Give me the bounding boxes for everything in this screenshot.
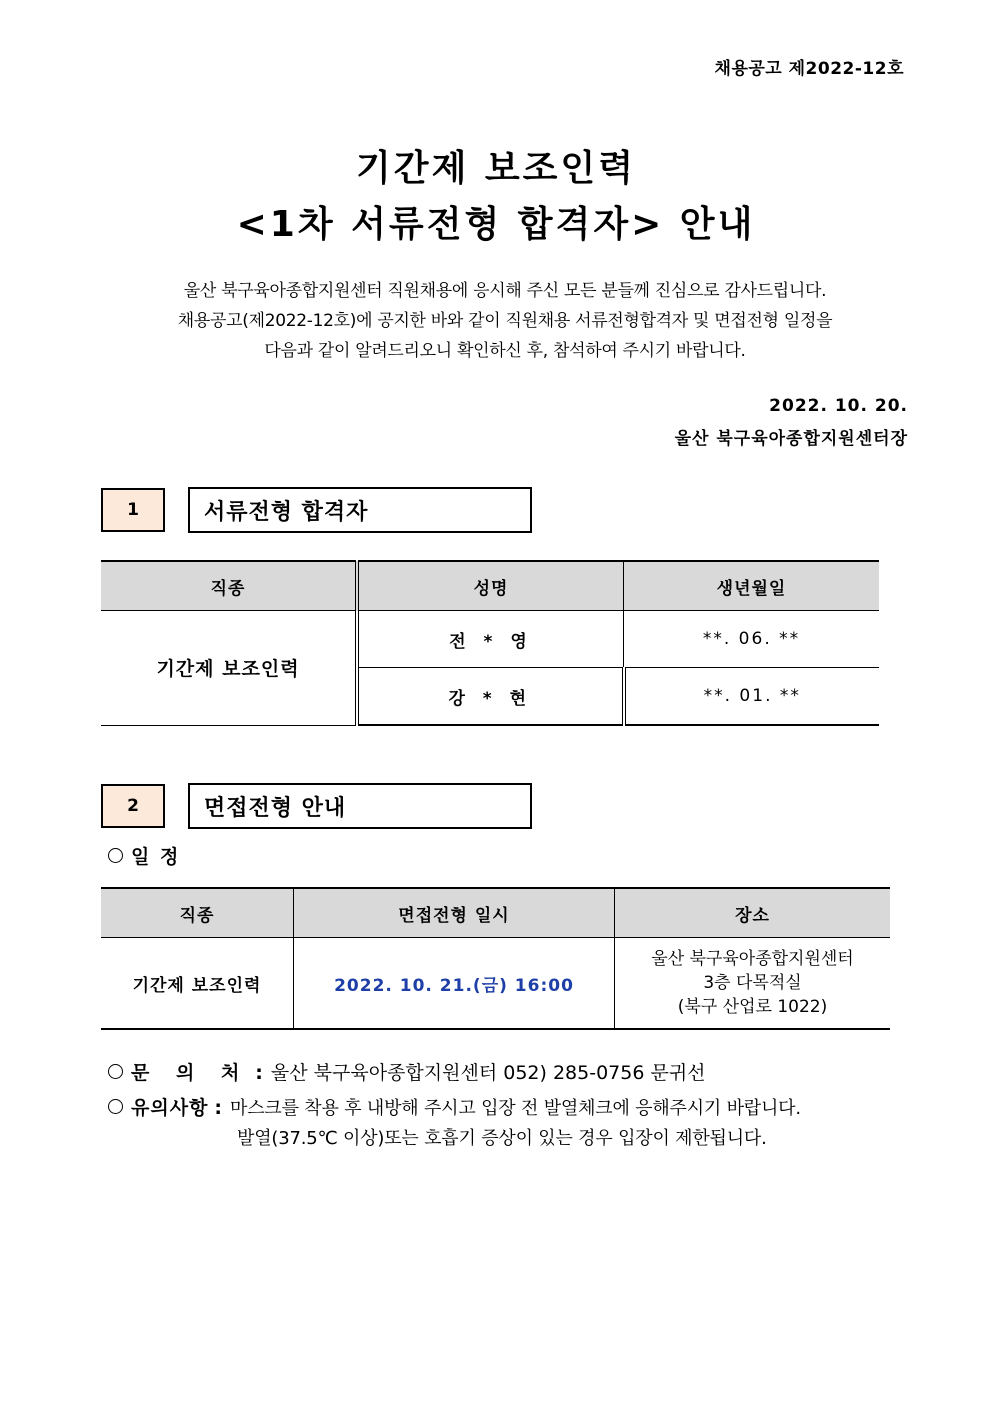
column-header: 장소 (615, 888, 891, 938)
schedule-label-text: 일 정 (131, 846, 181, 868)
birthdate-cell: **. 06. ** (624, 611, 880, 668)
place-line: (북구 산업로 1022) (677, 997, 828, 1017)
applicant-name-cell: 강 * 현 (357, 668, 624, 726)
notes-text: 마스크를 착용 후 내방해 주시고 입장 전 발열체크에 응해주시기 바랍니다. (230, 1098, 801, 1119)
column-header: 직종 (101, 561, 357, 611)
issuer-name: 울산 북구육아종합지원센터장 (674, 429, 908, 449)
job-type-cell: 기간제 보조인력 (101, 938, 294, 1030)
place-line: 3층 다목적실 (703, 973, 802, 993)
intro-line: 채용공고(제2022-12호)에 공지한 바와 같이 직원채용 서류전형합격자 및 면접전형 일정을 (177, 311, 833, 331)
intro-paragraph (0, 276, 992, 366)
intro-line: 다음과 같이 알려드리오니 확인하신 후, 참석하여 주시기 바랍니다. (264, 341, 746, 361)
column-header: 생년월일 (624, 561, 880, 611)
interview-datetime-cell: 2022. 10. 21.(금) 16:00 (294, 938, 615, 1030)
table-header-row (101, 888, 890, 938)
column-header: 직종 (101, 888, 294, 938)
schedule-label (108, 842, 180, 869)
column-header: 성명 (357, 561, 624, 611)
notes-text-continued: 발열(37.5℃ 이상)또는 호흡기 증상이 있는 경우 입장이 제한됩니다. (237, 1128, 767, 1149)
section-number-badge: 1 (101, 488, 165, 532)
column-header: 면접전형 일시 (294, 888, 615, 938)
contact-value: 울산 북구육아종합지원센터 052) 285-0756 문귀선 (270, 1062, 706, 1084)
section-number-badge: 2 (101, 784, 165, 828)
interview-schedule-table (101, 887, 890, 1030)
table-row (101, 611, 879, 668)
circle-bullet-icon (108, 848, 123, 863)
notice-number: 채용공고 제2022-12호 (714, 59, 904, 79)
notice-date: 2022. 10. 20. (769, 396, 908, 416)
table-row (101, 938, 890, 1030)
circle-bullet-icon (108, 1064, 123, 1079)
notes-line: 유의사항 : 마스크를 착용 후 내방해 주시고 입장 전 발열체크에 응해주시기 바랍니다. (108, 1093, 801, 1120)
circle-bullet-icon (108, 1099, 123, 1114)
contact-line: 문 의 처 : 울산 북구육아종합지원센터 052) 285-0756 문귀선 (108, 1058, 706, 1085)
section-title: 서류전형 합격자 (188, 487, 532, 533)
intro-line: 울산 북구육아종합지원센터 직원채용에 응시해 주신 모든 분들께 진심으로 감사드립니다. (183, 281, 827, 301)
passed-applicants-table (101, 560, 879, 726)
applicant-name-cell: 전 * 영 (357, 611, 624, 668)
contact-label: 문 의 처 (131, 1062, 250, 1084)
table-header-row (101, 561, 879, 611)
notes-label: 유의사항 (131, 1097, 209, 1119)
place-line: 울산 북구육아종합지원센터 (651, 949, 854, 969)
page-title-line2: <1차 서류전형 합격자> 안내 (236, 204, 756, 245)
birthdate-cell: **. 01. ** (624, 668, 880, 726)
page-title-line1: 기간제 보조인력 (356, 148, 636, 189)
job-type-cell: 기간제 보조인력 (101, 611, 357, 726)
interview-place-cell (615, 938, 891, 1030)
section-title: 면접전형 안내 (188, 783, 532, 829)
